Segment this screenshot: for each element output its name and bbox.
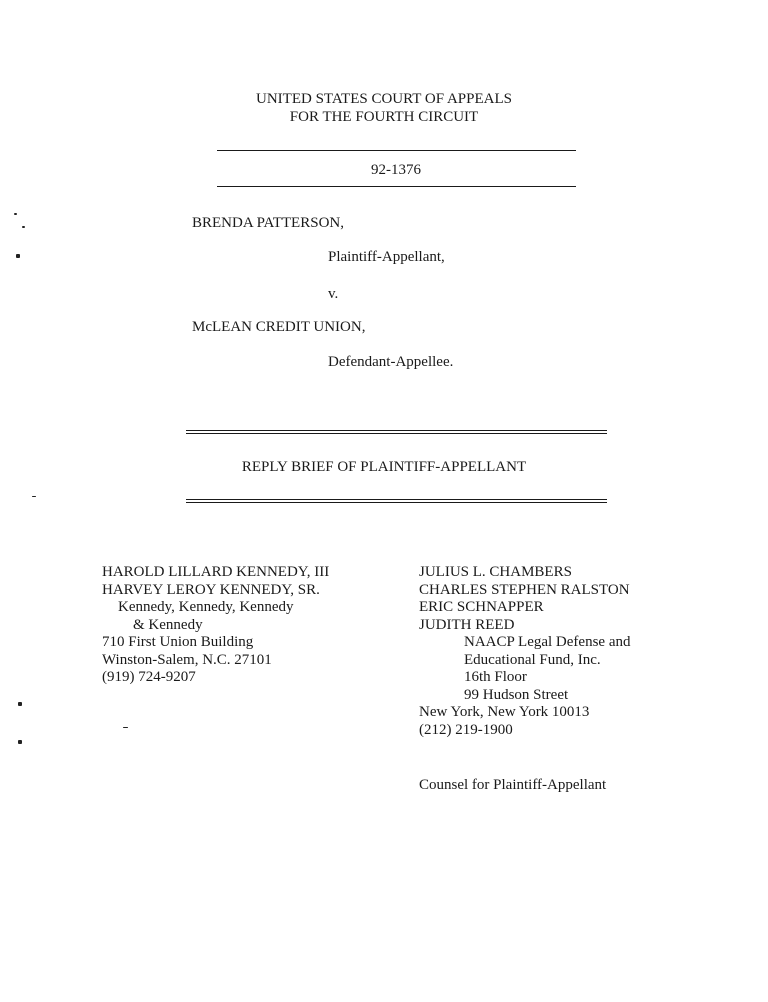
counsel-right-floor: 16th Floor bbox=[464, 669, 527, 685]
counsel-left-block bbox=[102, 564, 329, 687]
counsel-left-name2: HARVEY LEROY KENNEDY, SR. bbox=[102, 581, 320, 598]
plaintiff-name: BRENDA PATTERSON, bbox=[192, 215, 344, 231]
case-number-bottom-rule bbox=[217, 186, 576, 187]
counsel-left-phone: (919) 724-9207 bbox=[102, 669, 196, 685]
defendant-name: McLEAN CREDIT UNION, bbox=[192, 319, 366, 335]
case-number-top-rule bbox=[217, 150, 576, 151]
counsel-right-name2: CHARLES STEPHEN RALSTON bbox=[419, 581, 630, 598]
counsel-right-name1: JULIUS L. CHAMBERS bbox=[419, 564, 572, 580]
scan-speck bbox=[18, 740, 22, 744]
counsel-left-name1: HAROLD LILLARD KENNEDY, III bbox=[102, 564, 330, 580]
counsel-left-firm2: & Kennedy bbox=[133, 616, 203, 633]
counsel-right-org1: NAACP Legal Defense and bbox=[464, 634, 631, 650]
counsel-right-org2: Educational Fund, Inc. bbox=[464, 651, 601, 668]
scan-speck bbox=[14, 213, 17, 215]
scan-speck bbox=[32, 496, 36, 497]
title-top-double-rule bbox=[186, 430, 607, 434]
title-bottom-double-rule bbox=[186, 499, 607, 503]
counsel-left-address1: 710 First Union Building bbox=[102, 634, 254, 650]
scan-speck bbox=[22, 226, 25, 228]
plaintiff-role: Plaintiff-Appellant, bbox=[328, 249, 445, 265]
defendant-role: Defendant-Appellee. bbox=[328, 354, 454, 370]
counsel-right-block bbox=[419, 564, 630, 739]
counsel-for: Counsel for Plaintiff-Appellant bbox=[419, 777, 607, 793]
case-number: 92-1376 bbox=[371, 162, 421, 178]
versus: v. bbox=[328, 286, 339, 302]
counsel-right-name4: JUDITH REED bbox=[419, 616, 515, 633]
scan-speck bbox=[18, 702, 22, 706]
counsel-right-phone: (212) 219-1900 bbox=[419, 721, 513, 738]
counsel-right-city: New York, New York 10013 bbox=[419, 704, 590, 720]
counsel-left-address2: Winston-Salem, N.C. 27101 bbox=[102, 651, 272, 668]
scan-speck bbox=[123, 727, 128, 728]
brief-title: REPLY BRIEF OF PLAINTIFF-APPELLANT bbox=[241, 459, 527, 475]
counsel-right-name3: ERIC SCHNAPPER bbox=[419, 599, 544, 615]
scan-speck bbox=[16, 254, 20, 258]
counsel-left-firm1: Kennedy, Kennedy, Kennedy bbox=[118, 599, 294, 615]
court-name-line2: FOR THE FOURTH CIRCUIT bbox=[289, 109, 479, 125]
court-name-line1: UNITED STATES COURT OF APPEALS bbox=[256, 91, 512, 107]
counsel-right-street: 99 Hudson Street bbox=[464, 686, 569, 703]
